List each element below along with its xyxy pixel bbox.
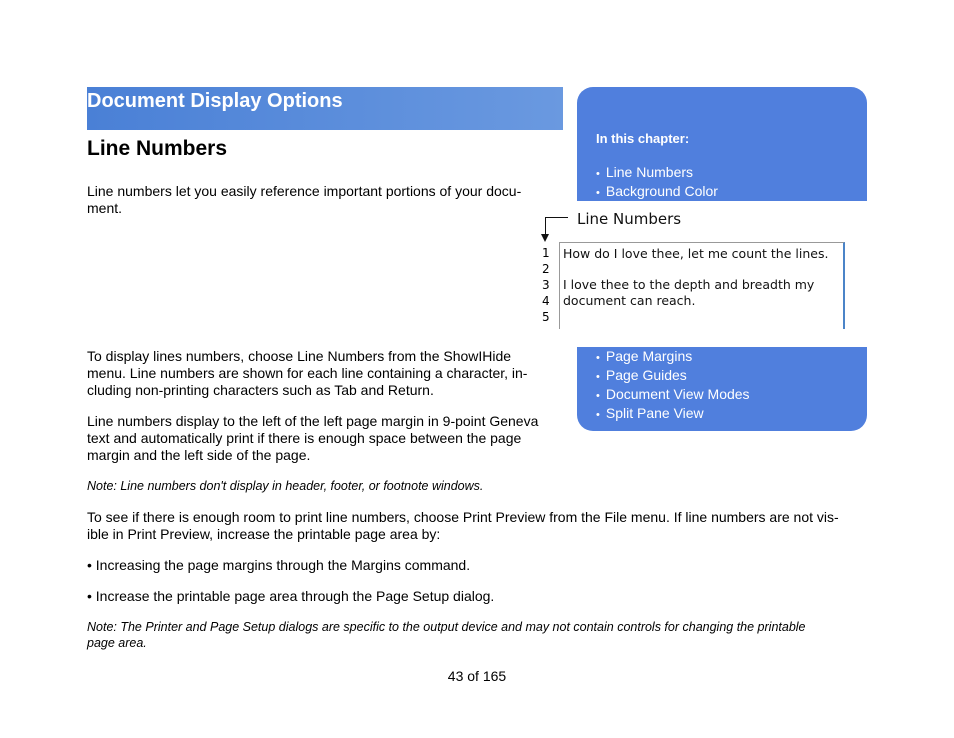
sidebar-item-page-margins[interactable]: • Page Margins bbox=[596, 348, 693, 364]
paragraph-margin bbox=[87, 413, 538, 464]
figure-line-numbers bbox=[542, 245, 550, 325]
paragraph-print-preview-line-2: ible in Print Preview, increase the printable page area by: bbox=[87, 526, 441, 542]
line-numbers-figure bbox=[531, 201, 868, 347]
chapter-title: Document Display Options bbox=[87, 90, 343, 112]
paragraph-display-line-1: To display lines numbers, choose Line Numbers from the ShowIHide bbox=[87, 348, 512, 364]
paragraph-margin-line-2: text and automatically print if there is enough space between the page bbox=[87, 430, 522, 446]
note-header-footer: Note: Line numbers don't display in header, footer, or footnote windows. bbox=[87, 479, 484, 493]
page-number: 43 of 165 bbox=[447, 668, 507, 684]
paragraph-print-preview-line-1: To see if there is enough room to print line numbers, choose Print Preview from the File menu. If line numbers are not vis- bbox=[87, 509, 839, 525]
paragraph-display bbox=[87, 348, 527, 399]
section-title: Line Numbers bbox=[87, 137, 228, 160]
note-printer-dialogs-line-1: Note: The Printer and Page Setup dialogs are specific to the output device and may not contain controls for changing the printable bbox=[87, 620, 806, 634]
figure-text-line: I love thee to the depth and breadth my bbox=[563, 277, 815, 292]
paragraph-margin-line-3: margin and the left side of the page. bbox=[87, 447, 311, 463]
line-number: 1 bbox=[542, 246, 550, 260]
line-number: 4 bbox=[542, 294, 550, 308]
arrow-down-icon bbox=[541, 234, 549, 242]
bullet-icon: • bbox=[596, 168, 600, 180]
sidebar-item-page-guides[interactable]: • Page Guides bbox=[596, 367, 687, 383]
callout-line bbox=[546, 217, 568, 218]
intro-paragraph bbox=[87, 183, 521, 217]
sidebar-item-background-color[interactable]: • Background Color bbox=[596, 183, 718, 199]
sidebar-list-top bbox=[596, 164, 718, 202]
figure-text-line: How do I love thee, let me count the lines. bbox=[563, 246, 829, 261]
paragraph-print-preview bbox=[87, 509, 839, 543]
intro-line-1: Line numbers let you easily reference important portions of your docu- bbox=[87, 183, 522, 199]
figure-document-text bbox=[559, 242, 845, 329]
intro-line-2: ment. bbox=[87, 200, 123, 216]
bullet-icon: • bbox=[596, 187, 600, 199]
note-printer-dialogs bbox=[87, 619, 806, 651]
bullet-margins: • Increasing the page margins through the Margins command. bbox=[87, 557, 471, 573]
paragraph-display-line-3: cluding non-printing characters such as Tab and Return. bbox=[87, 382, 434, 398]
figure-label: Line Numbers bbox=[577, 210, 682, 228]
figure-text-line: document can reach. bbox=[563, 293, 696, 308]
sidebar-item-line-numbers[interactable]: • Line Numbers bbox=[596, 164, 694, 180]
sidebar-list-bottom bbox=[596, 348, 750, 424]
sidebar-item-document-view-modes[interactable]: • Document View Modes bbox=[596, 386, 750, 402]
bullet-icon: • bbox=[596, 371, 600, 383]
paragraph-display-line-2: menu. Line numbers are shown for each line containing a character, in- bbox=[87, 365, 528, 381]
line-number: 2 bbox=[542, 262, 550, 276]
bullet-page-setup: • Increase the printable page area through the Page Setup dialog. bbox=[87, 588, 495, 604]
bullet-icon: • bbox=[596, 409, 600, 421]
sidebar-heading: In this chapter: bbox=[596, 131, 690, 146]
line-number: 3 bbox=[542, 278, 550, 292]
sidebar-item-split-pane-view[interactable]: • Split Pane View bbox=[596, 405, 704, 421]
bullet-icon: • bbox=[596, 352, 600, 364]
bullet-icon: • bbox=[596, 390, 600, 402]
paragraph-margin-line-1: Line numbers display to the left of the left page margin in 9-point Geneva bbox=[87, 413, 539, 429]
chapter-title-bar bbox=[87, 87, 563, 130]
line-number: 5 bbox=[542, 310, 550, 324]
note-printer-dialogs-line-2: page area. bbox=[87, 636, 147, 650]
